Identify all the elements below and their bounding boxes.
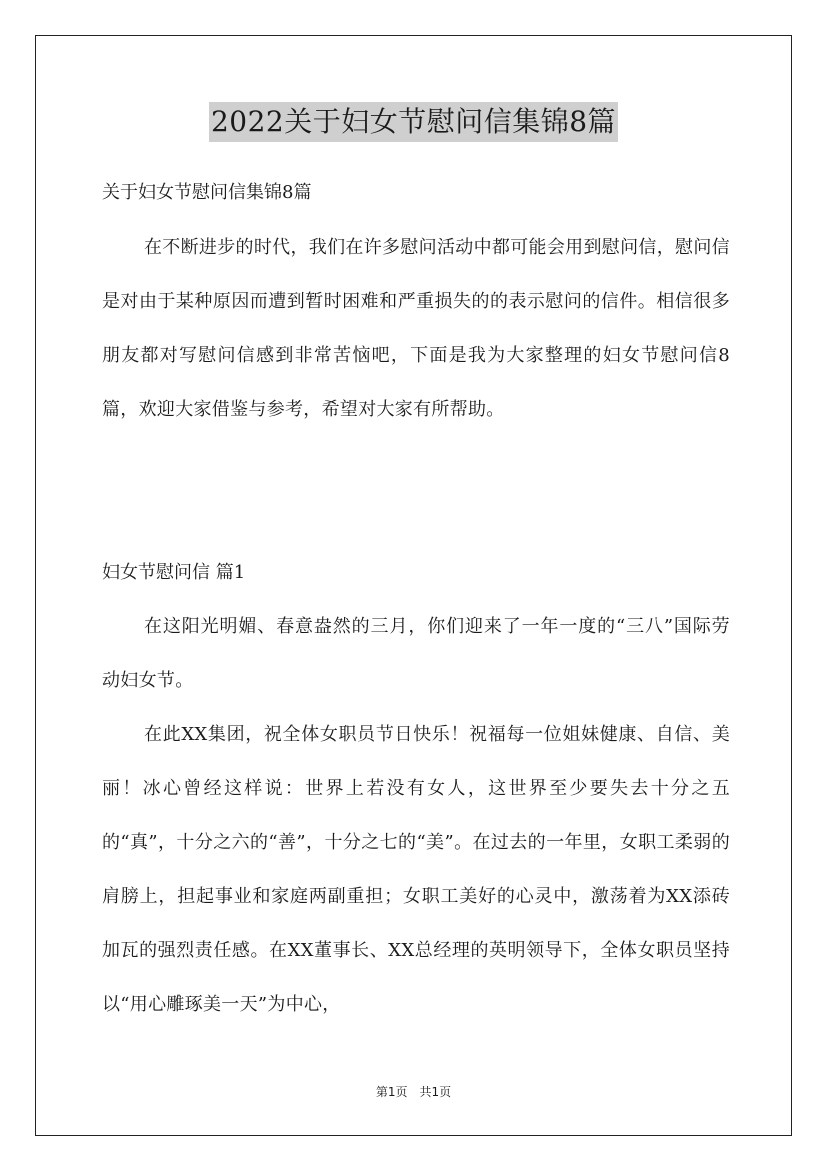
body-paragraph: 在这阳光明媚、春意盎然的三月，你们迎来了一年一度的“三八”国际劳动妇女节。 — [102, 616, 730, 691]
page-footer: 第1页 共1页 — [375, 1085, 452, 1099]
intro-paragraph: 在不断进步的时代，我们在许多慰问活动中都可能会用到慰问信，慰问信是对由于某种原因而遭到暂时困难和严重损失的的表示慰问的信件。相信很多朋友都对写慰问信感到非常苦恼吧，下面是我为大家整理的妇女节慰问信8篇，欢迎大家借鉴与参考，希望对大家有所帮助。 — [102, 237, 730, 420]
document-title: 2022关于妇女节慰问信集锦8篇 — [0, 101, 827, 142]
document-subtitle: 关于妇女节慰问信集锦8篇 — [102, 182, 312, 203]
body-paragraph: 在此XX集团，祝全体女职员节日快乐！祝福每一位姐妹健康、自信、美丽！冰心曾经这样说：世界上若没有女人，这世界至少要失去十分之五的“真”，十分之六的“善”，十分之七的“美”。在过去的一年里，女职工柔弱的肩膀上，担起事业和家庭两副重担；女职工美好的心灵中，激荡着为XX添砖加瓦的强烈责任感。在XX董事长、XX总经理的英明领导下，全体女职员坚持以“用心雕琢美一天”为中心， — [102, 724, 730, 1015]
section-heading: 妇女节慰问信 篇1 — [102, 562, 246, 583]
